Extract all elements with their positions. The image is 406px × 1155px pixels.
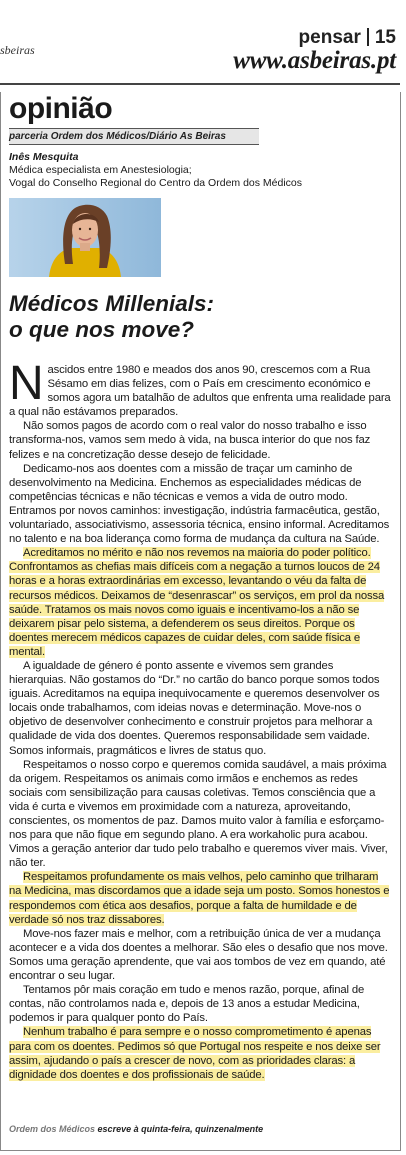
section-line	[233, 28, 396, 48]
paragraph-text: Não somos pagos de acordo com o real valor do nosso trabalho e isso transforma-nos, vamos sem medo à vida, na busca interior do que nos faz felizes e na concretização desse desejo de felicidade.	[9, 420, 371, 461]
paragraph-9	[9, 983, 392, 1025]
column-border-right	[400, 92, 401, 1150]
author-role-1: Médica especialista em Anestesiologia;	[9, 164, 192, 176]
paragraph-text: ascidos entre 1980 e meados dos anos 90, crescemos com a Rua Sésamo em dias felizes, com o País em crescimento económico e somos agora um batalhão de adultos que enfrenta uma realidade para a qual não estávamos preparados.	[9, 364, 391, 419]
paragraph-text: Respeitamos o nosso corpo e queremos comida saudável, a mais próxima da origem. Respeitamos os animais como irmãos e enchemos as redes sociais com sensibilização para causas coletivas. Temos consciência que a vida é curta e vivemos em proximidade com a natureza, aproveitando, conscientes, os momentos de paz. Damos muito valor à família e esforçamo-nos para que não fique em segundo plano. A era workaholic pura acabou. Vimos a geração anterior dar tudo pelo trabalho e queremos viver mais. Viver, não ter.	[9, 758, 388, 870]
page-number: 15	[374, 27, 396, 48]
paragraph-10-highlighted	[9, 1025, 392, 1081]
paragraph-1	[9, 357, 392, 419]
column-title: opinião	[9, 92, 113, 125]
headline-line-2: o que nos move?	[9, 317, 195, 342]
column-footer	[9, 1124, 263, 1134]
paragraph-5	[9, 659, 392, 758]
section-separator	[367, 28, 369, 46]
partnership-line: parceria Ordem dos Médicos/Diário As Beiras	[9, 128, 259, 145]
paragraph-text: Move-nos fazer mais e melhor, com a retribuição única de ver a mudança acontecer e a vida dos doentes a melhorar. São eles o desafio que nos move. Somos uma geração aprendente, que vai aos tombos de vez em quando, até encontrar o seu lugar.	[9, 927, 388, 983]
paragraph-3	[9, 462, 392, 547]
author-portrait-image	[9, 198, 161, 277]
article-body	[9, 357, 392, 1082]
drop-cap: N	[9, 357, 44, 410]
author-role-2: Vogal do Conselho Regional do Centro da Ordem dos Médicos	[9, 177, 303, 189]
paragraph-4-highlighted	[9, 546, 392, 659]
masthead	[233, 28, 396, 74]
website-url[interactable]: www.asbeiras.pt	[233, 47, 396, 74]
section-name: pensar	[298, 27, 361, 48]
paragraph-text: A igualdade de género é ponto assente e vivemos sem grandes hierarquias. Não gostamos do “Dr.” no cartão do banco porque somos todos iguais. Acreditamos na equipa inequivocamente e queremos desenvolver os locais onde trabalhamos, com ideias novas e determinação. Move-nos o objetivo de desenvolver conhecimento e construir projetos para melhorar a qualidade de vida dos doentes. Queremos responsabilidade sem vaidade. Somos informais, pragmáticos e livres de status quo.	[9, 659, 380, 757]
bottom-rule	[0, 1150, 401, 1151]
headline-line-1: Médicos Millenials:	[9, 291, 215, 316]
footer-author: Ordem dos Médicos	[9, 1124, 96, 1134]
masthead-fragment: sbeiras	[0, 43, 35, 57]
column-border-left	[0, 92, 1, 1150]
paragraph-text: Acreditamos no mérito e não nos revemos na maioria do poder político. Confrontamos as chefias mais difíceis com a negação a turnos loucos de 24 horas e a horas extraordinárias em excesso, levantando o véu da falta de recursos médicos. Deixamos de “desenrascar” os serviços, em prol da nossa saúde. Tratamos os mais novos como iguais e incentivamo-los a não se deixarem pisar pelo sistema, a defenderem os seus direitos. Porque os doentes merecem médicos capazes de cuidar deles, com saúde física e mental.	[9, 547, 385, 658]
author-info	[9, 151, 392, 190]
opinion-column	[9, 92, 392, 1082]
paragraph-text: Tentamos pôr mais coração em tudo e menos razão, porque, afinal de contas, não controlamos nada e, depois de 13 anos a estudar Medicina, podemos ir para qualquer ponto do País.	[9, 984, 365, 1025]
author-photo	[9, 198, 161, 277]
paragraph-text: Nenhum trabalho é para sempre e o nosso comprometimento é apenas para com os doentes. Pedimos só que Portugal nos respeite e nos deixe ser assim, ajudando o país a crescer de novo, com as prioridades claras: a dignidade dos doentes e dos profissionais de saúde.	[9, 1026, 381, 1081]
paragraph-text: Respeitamos profundamente os mais velhos, pelo caminho que trilharam na Medicina, mas discordamos que a idade seja um posto. Somos honestos e respondemos com ética aos desafios, porque a falta de humildade e de verdade só nos traz dissabores.	[9, 871, 390, 926]
paragraph-text: Dedicamo-nos aos doentes com a missão de traçar um caminho de desenvolvimento na Medicina. Enchemos as especialidades médicas de competências técnicas e não técnicas e vemos a vida de outro modo. Entramos por novos caminhos: investigação, indústria farmacêutica, gestão, voluntariado, associativismo, assessoria técnica, ensino informal. Acreditamos no talento e na boa liderança como forma de mudança da cultura na Saúde.	[9, 462, 390, 546]
paragraph-8	[9, 927, 392, 983]
author-name: Inês Mesquita	[9, 151, 79, 163]
paragraph-2	[9, 419, 392, 461]
paragraph-6	[9, 758, 392, 871]
top-rule	[0, 83, 400, 85]
paragraph-7-highlighted	[9, 870, 392, 926]
footer-schedule: escreve à quinta-feira, quinzenalmente	[97, 1124, 264, 1134]
headline	[9, 291, 392, 343]
